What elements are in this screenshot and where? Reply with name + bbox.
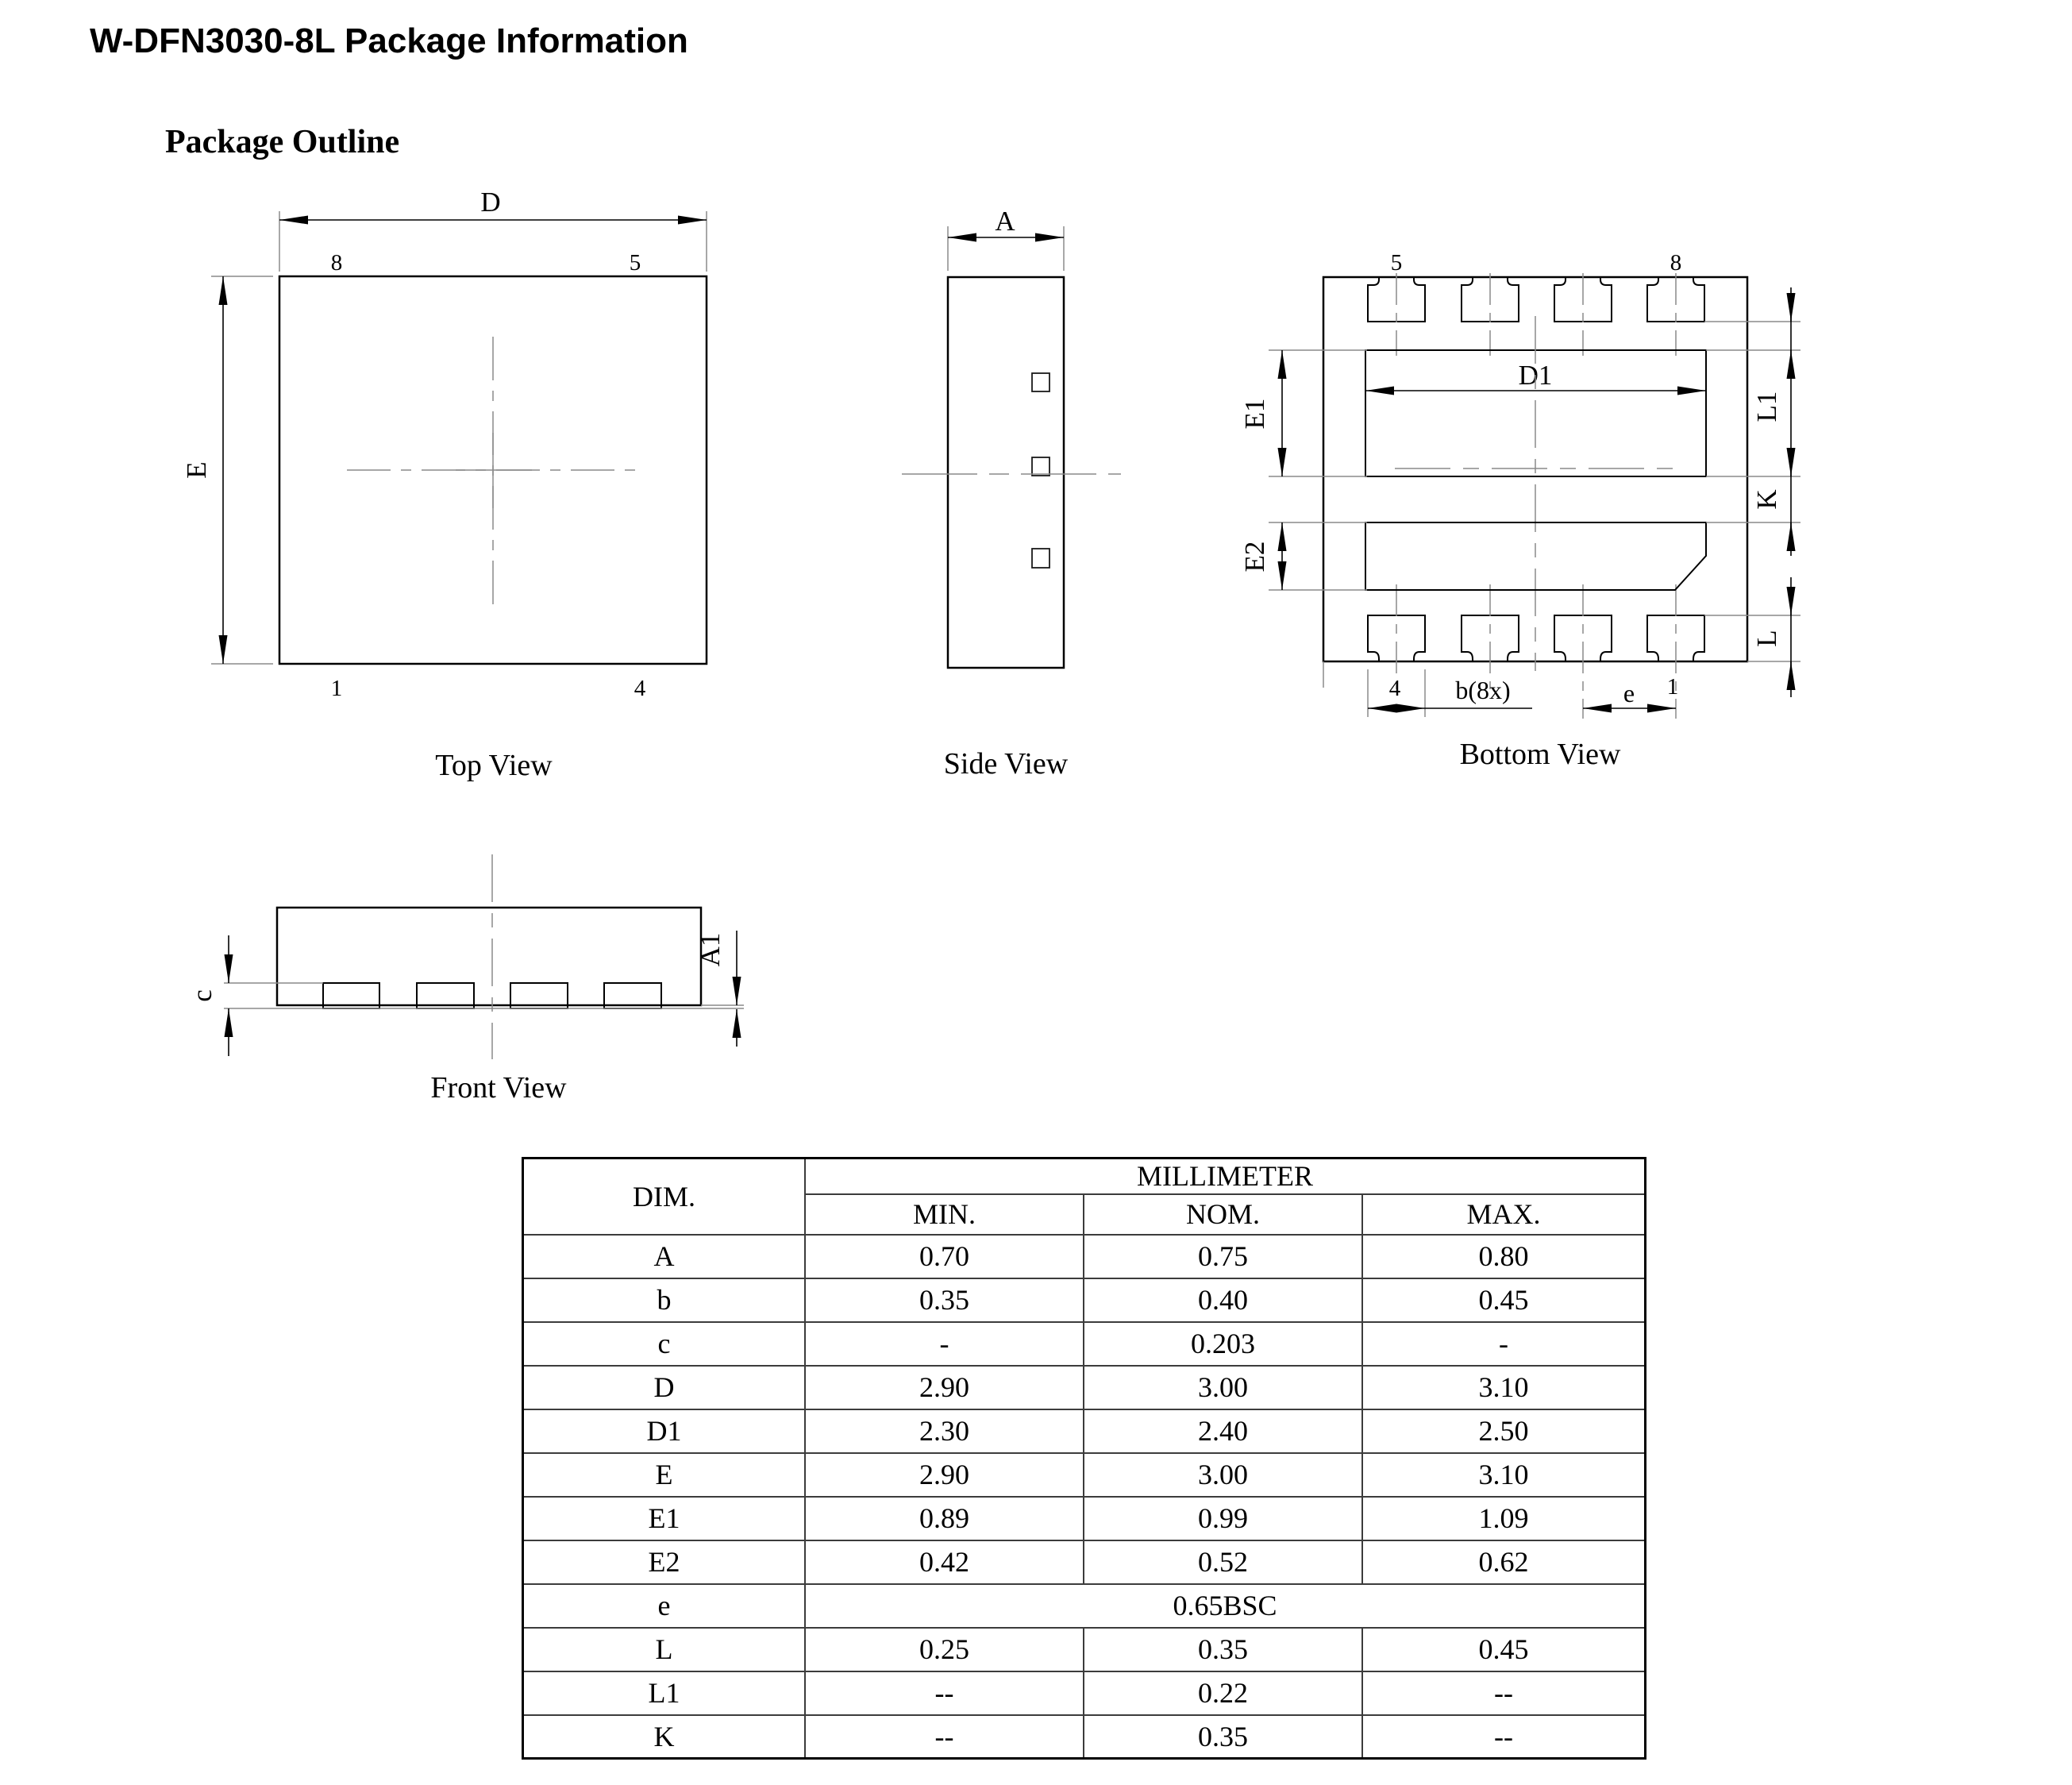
table-row <box>523 1366 1646 1409</box>
bottom-view-caption: Bottom View <box>1459 738 1621 771</box>
dim-label-c: c <box>187 989 218 1002</box>
max-cell: 3.10 <box>1362 1453 1646 1497</box>
dim-cell: A <box>523 1235 806 1278</box>
dim-cell: e <box>523 1584 806 1628</box>
min-cell: 0.35 <box>805 1278 1084 1322</box>
max-cell: 0.45 <box>1362 1628 1646 1671</box>
min-cell: -- <box>805 1671 1084 1715</box>
nom-cell: 3.00 <box>1084 1453 1362 1497</box>
nom-cell: 0.203 <box>1084 1322 1362 1366</box>
table-header-row-units <box>523 1159 1646 1194</box>
dim-label-l1: L1 <box>1751 391 1782 422</box>
table-row <box>523 1409 1646 1453</box>
dimension-table <box>522 1157 1646 1760</box>
nom-cell: 0.75 <box>1084 1235 1362 1278</box>
table-row <box>523 1278 1646 1322</box>
max-cell: -- <box>1362 1671 1646 1715</box>
table-row <box>523 1671 1646 1715</box>
side-lead-mark <box>1032 549 1049 568</box>
dim-cell: E1 <box>523 1497 806 1540</box>
table-row <box>523 1235 1646 1278</box>
pin-label-5: 5 <box>629 250 641 276</box>
nom-cell: 0.52 <box>1084 1540 1362 1584</box>
pin-label-1: 1 <box>330 676 343 701</box>
dim-label-pitch-e: e <box>1623 679 1635 707</box>
dim-label-d: D <box>480 187 501 218</box>
header-max: MAX. <box>1362 1194 1646 1235</box>
table-row <box>523 1540 1646 1584</box>
dim-label-b: b(8x) <box>1455 676 1511 704</box>
max-cell: -- <box>1362 1715 1646 1759</box>
min-cell: 2.90 <box>805 1453 1084 1497</box>
table-row <box>523 1322 1646 1366</box>
dim-cell: E <box>523 1453 806 1497</box>
dim-cell: E2 <box>523 1540 806 1584</box>
dim-label-e1: E1 <box>1239 398 1270 430</box>
nom-cell: 3.00 <box>1084 1366 1362 1409</box>
nom-cell: 0.35 <box>1084 1628 1362 1671</box>
max-cell: 1.09 <box>1362 1497 1646 1540</box>
side-view-caption: Side View <box>943 747 1069 781</box>
front-view-body-outline <box>277 908 701 1005</box>
table-row <box>523 1715 1646 1759</box>
header-millimeter: MILLIMETER <box>805 1159 1646 1194</box>
pin-label-5: 5 <box>1390 250 1403 276</box>
min-cell: - <box>805 1322 1084 1366</box>
dim-table-body <box>523 1159 1646 1759</box>
pin-label-4: 4 <box>634 676 646 701</box>
max-cell: 2.50 <box>1362 1409 1646 1453</box>
table-row <box>523 1453 1646 1497</box>
dim-cell: D <box>523 1366 806 1409</box>
dim-label-k: K <box>1751 489 1782 510</box>
dim-cell: D1 <box>523 1409 806 1453</box>
max-cell: 0.45 <box>1362 1278 1646 1322</box>
header-dim: DIM. <box>523 1159 806 1235</box>
min-cell: -- <box>805 1715 1084 1759</box>
header-min: MIN. <box>805 1194 1084 1235</box>
pin-label-4: 4 <box>1388 676 1401 701</box>
pin-label-8: 8 <box>1670 250 1682 276</box>
min-cell: 2.90 <box>805 1366 1084 1409</box>
dim-label-e: E <box>181 461 212 479</box>
min-cell: 0.25 <box>805 1628 1084 1671</box>
top-view-caption: Top View <box>435 749 553 782</box>
front-view-drawing <box>187 854 744 1105</box>
dim-cell: c <box>523 1322 806 1366</box>
nom-cell: 2.40 <box>1084 1409 1362 1453</box>
side-view-body-outline <box>948 277 1064 668</box>
min-cell: 0.42 <box>805 1540 1084 1584</box>
bottom-view-drawing <box>1239 250 1800 771</box>
nom-cell: 0.40 <box>1084 1278 1362 1322</box>
page-title: W-DFN3030-8L Package Information <box>90 21 688 60</box>
pin-label-1: 1 <box>1666 674 1679 700</box>
front-view-caption: Front View <box>430 1071 567 1105</box>
dim-label-e2: E2 <box>1239 541 1270 573</box>
min-cell: 2.30 <box>805 1409 1084 1453</box>
top-view-drawing <box>181 187 707 782</box>
merged-value-cell: 0.65BSC <box>805 1584 1646 1628</box>
dim-cell: K <box>523 1715 806 1759</box>
dim-label-a1: A1 <box>695 932 726 967</box>
max-cell: 0.80 <box>1362 1235 1646 1278</box>
table-row <box>523 1628 1646 1671</box>
max-cell: 3.10 <box>1362 1366 1646 1409</box>
dim-cell: L <box>523 1628 806 1671</box>
min-cell: 0.70 <box>805 1235 1084 1278</box>
dimension-table-container <box>522 1157 1646 1760</box>
nom-cell: 0.99 <box>1084 1497 1362 1540</box>
max-cell: - <box>1362 1322 1646 1366</box>
header-nom: NOM. <box>1084 1194 1362 1235</box>
table-row <box>523 1584 1646 1628</box>
nom-cell: 0.22 <box>1084 1671 1362 1715</box>
max-cell: 0.62 <box>1362 1540 1646 1584</box>
side-lead-mark <box>1032 457 1049 476</box>
dim-cell: b <box>523 1278 806 1322</box>
side-view-drawing <box>902 206 1121 781</box>
min-cell: 0.89 <box>805 1497 1084 1540</box>
side-lead-mark <box>1032 373 1049 391</box>
dim-label-l: L <box>1751 630 1782 647</box>
dim-label-a: A <box>995 206 1015 237</box>
nom-cell: 0.35 <box>1084 1715 1362 1759</box>
section-title: Package Outline <box>165 124 400 160</box>
table-row <box>523 1497 1646 1540</box>
pin-label-8: 8 <box>330 250 343 276</box>
dim-label-d1: D1 <box>1518 360 1553 391</box>
dim-cell: L1 <box>523 1671 806 1715</box>
